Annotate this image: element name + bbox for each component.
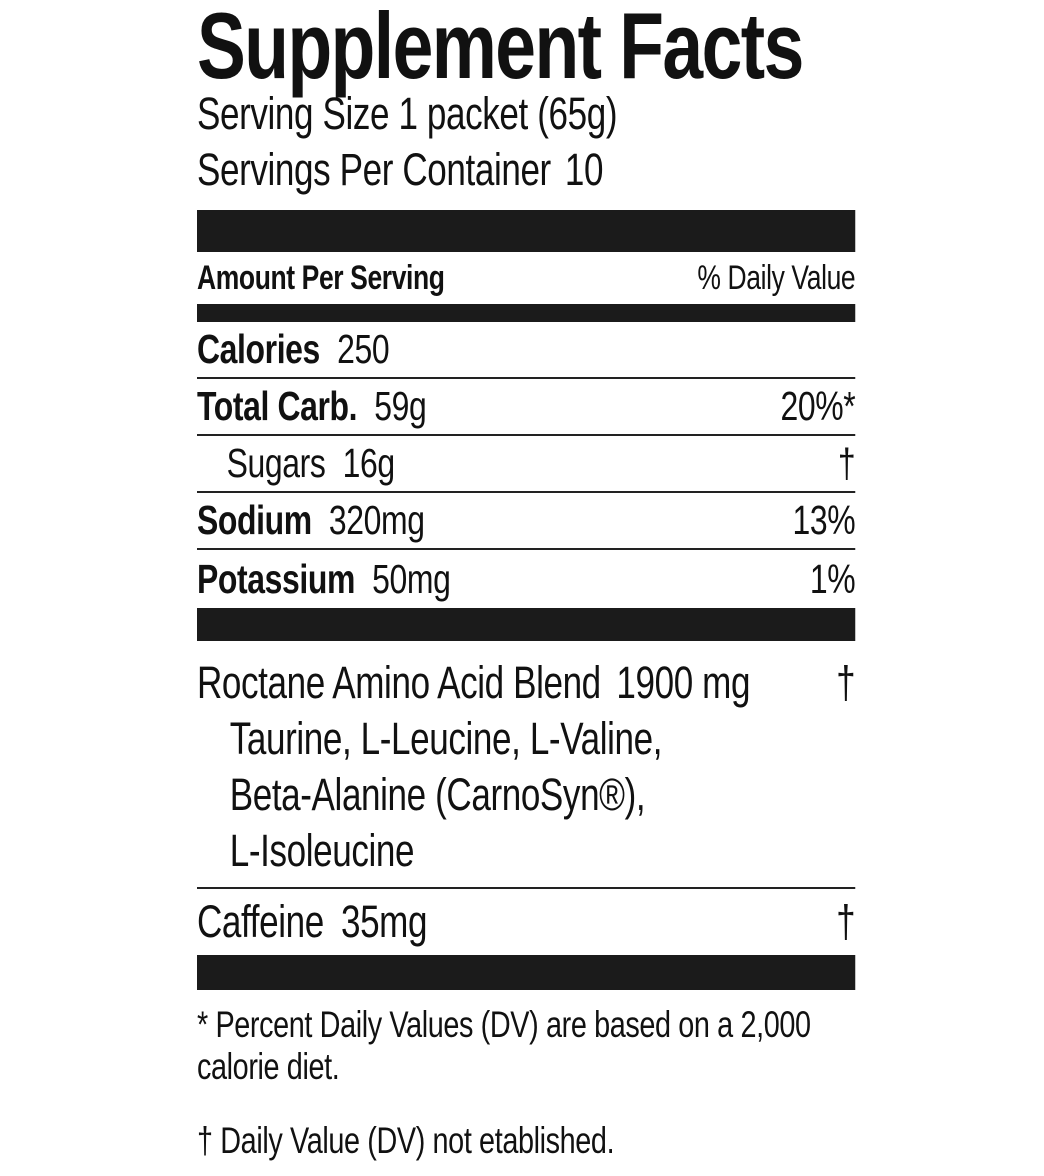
column-header-row [197,252,855,304]
nutrient-amount: 59g [374,383,427,429]
blend-dv: † [836,657,856,708]
nutrient-dv: † [836,896,856,947]
nutrient-row-calories [197,322,855,379]
footnote-dagger: † Daily Value (DV) not etablished. [197,1120,615,1161]
servings-per-container-label: Servings Per Container [197,144,551,195]
nutrient-name: Total Carb. [197,383,358,429]
nutrient-amount: 250 [337,326,390,372]
blend-amount: 1900 mg [616,657,751,708]
nutrient-name: Calories [197,326,320,372]
divider-bar-header [197,304,855,322]
nutrient-dv: 20%* [780,383,856,429]
blend-header-row [197,655,855,711]
nutrient-amount: 35mg [340,896,428,947]
nutrient-dv: 1% [809,555,856,602]
amount-per-serving-header: Amount Per Serving [197,258,445,297]
blend-section [197,641,855,889]
servings-per-container-value: 10 [564,144,604,195]
footnote-percent-dv-line2: calorie diet. [197,1046,340,1087]
nutrient-row-sugars [197,436,855,493]
divider-bar-top [197,210,855,252]
nutrient-row-total-carb [197,379,855,436]
nutrient-amount: 16g [342,440,395,486]
serving-size-line: Serving Size 1 packet (65g) [197,88,618,139]
footnote-percent-dv-line1: * Percent Daily Values (DV) are based on a 2,000 [197,1004,811,1045]
nutrient-name: Caffeine [197,896,324,947]
divider-bar-bottom [197,955,855,990]
nutrient-dv: † [837,440,856,486]
nutrient-amount: 50mg [372,555,451,602]
blend-ingredients-line: L-Isoleucine [229,825,415,876]
daily-value-header: % Daily Value [697,258,856,297]
nutrient-row-sodium [197,493,855,550]
nutrient-row-caffeine [197,889,855,955]
nutrient-row-potassium [197,550,855,608]
blend-name: Roctane Amino Acid Blend [197,657,601,708]
divider-bar-middle [197,608,855,641]
footnote-percent-dv [197,1004,855,1088]
blend-ingredients-line: Beta-Alanine (CarnoSyn®), [229,769,646,820]
supplement-facts-label [197,0,855,1162]
nutrient-name: Sodium [197,497,312,543]
nutrient-amount: 320mg [328,497,425,543]
blend-ingredients-line: Taurine, L-Leucine, L-Valine, [229,713,663,764]
servings-per-container-line [197,142,855,198]
nutrient-name: Potassium [197,555,356,602]
label-title: Supplement Facts [197,0,803,98]
nutrient-name: Sugars [226,440,326,486]
nutrient-dv: 13% [792,497,856,543]
